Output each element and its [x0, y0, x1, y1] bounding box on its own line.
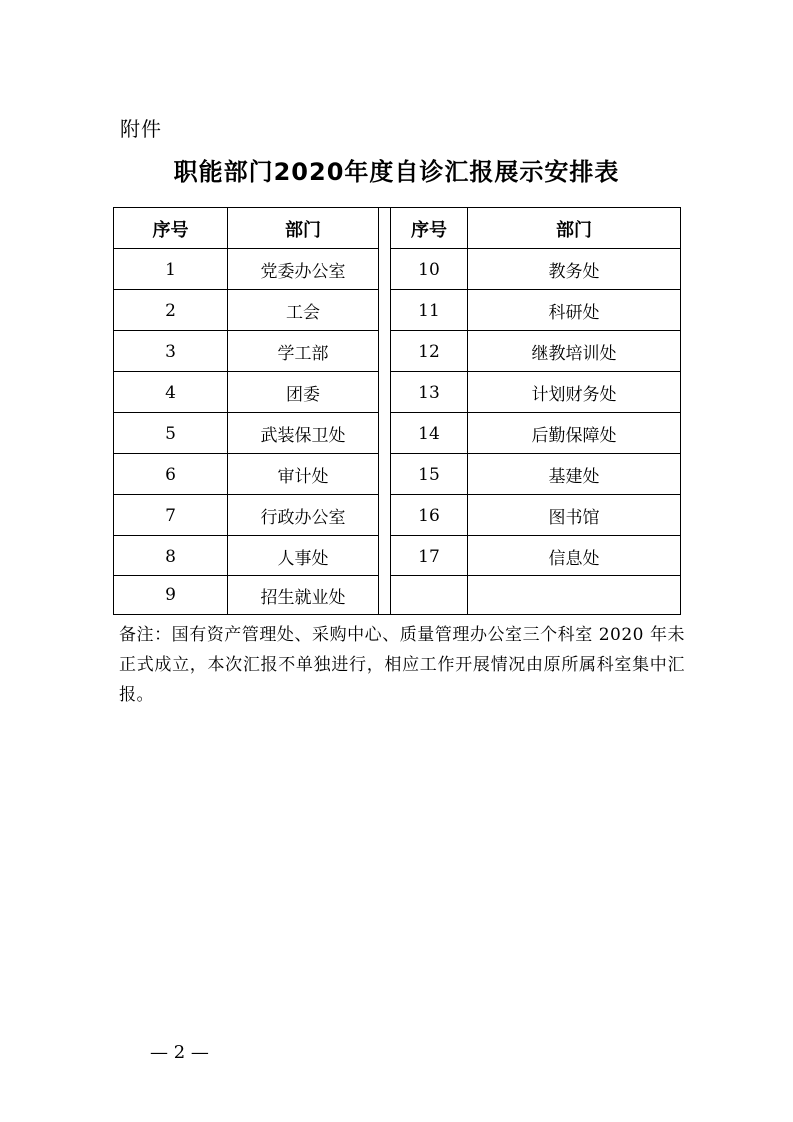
table-row — [114, 495, 680, 536]
remarks-note: 备注：国有资产管理处、采购中心、质量管理办公室三个科室 2020 年未正式成立，本次汇报不单独进行，相应工作开展情况由原所属科室集中汇报。 — [119, 625, 685, 705]
row-number: 16 — [418, 505, 440, 526]
department-name: 学工部 — [277, 344, 329, 364]
row-number: 14 — [418, 423, 440, 444]
department-name: 团委 — [286, 385, 320, 405]
department-name: 审计处 — [277, 467, 329, 487]
department-name: 教务处 — [548, 262, 600, 282]
table-row — [114, 413, 680, 454]
row-number: 5 — [165, 423, 176, 444]
department-name: 党委办公室 — [260, 262, 346, 282]
column-header-dept: 部门 — [556, 219, 592, 241]
table-row — [114, 372, 680, 413]
schedule-table — [113, 207, 681, 615]
department-name: 继教培训处 — [531, 344, 617, 364]
department-name: 科研处 — [548, 303, 600, 323]
department-name: 计划财务处 — [531, 385, 617, 405]
department-name: 人事处 — [277, 549, 329, 569]
department-name: 图书馆 — [548, 508, 600, 528]
table-row — [114, 576, 680, 614]
table-row — [114, 331, 680, 372]
department-name: 招生就业处 — [260, 587, 346, 608]
row-number: 3 — [165, 341, 176, 362]
page-title: 职能部门2020年度自诊汇报展示安排表 — [173, 158, 620, 186]
table-row — [114, 249, 680, 290]
row-number: 17 — [418, 546, 440, 567]
department-name: 行政办公室 — [260, 508, 346, 528]
row-number: 8 — [165, 546, 176, 567]
department-name: 基建处 — [548, 467, 600, 487]
row-number — [391, 576, 467, 614]
department-name: 后勤保障处 — [531, 426, 617, 446]
page-number: — 2 — — [150, 1042, 209, 1063]
row-number: 10 — [418, 259, 440, 280]
table-header-row — [114, 208, 680, 249]
row-number: 13 — [418, 382, 440, 403]
row-number: 2 — [165, 300, 176, 321]
row-number: 11 — [418, 300, 440, 321]
table-row — [114, 290, 680, 331]
column-header-seq: 序号 — [152, 219, 189, 241]
row-number: 7 — [165, 505, 176, 526]
table-row — [114, 536, 680, 577]
department-name: 信息处 — [548, 549, 600, 569]
attachment-label: 附件 — [120, 117, 162, 141]
column-header-dept: 部门 — [285, 219, 321, 241]
row-number: 1 — [165, 259, 176, 280]
department-name: 武装保卫处 — [260, 426, 346, 446]
row-number: 15 — [418, 464, 440, 485]
row-number: 9 — [165, 585, 176, 605]
row-number: 6 — [165, 464, 176, 485]
department-name: 工会 — [286, 303, 320, 323]
row-number: 12 — [418, 341, 440, 362]
column-header-seq: 序号 — [411, 219, 447, 241]
row-number: 4 — [165, 382, 176, 403]
department-name — [468, 576, 680, 614]
table-row — [114, 454, 680, 495]
